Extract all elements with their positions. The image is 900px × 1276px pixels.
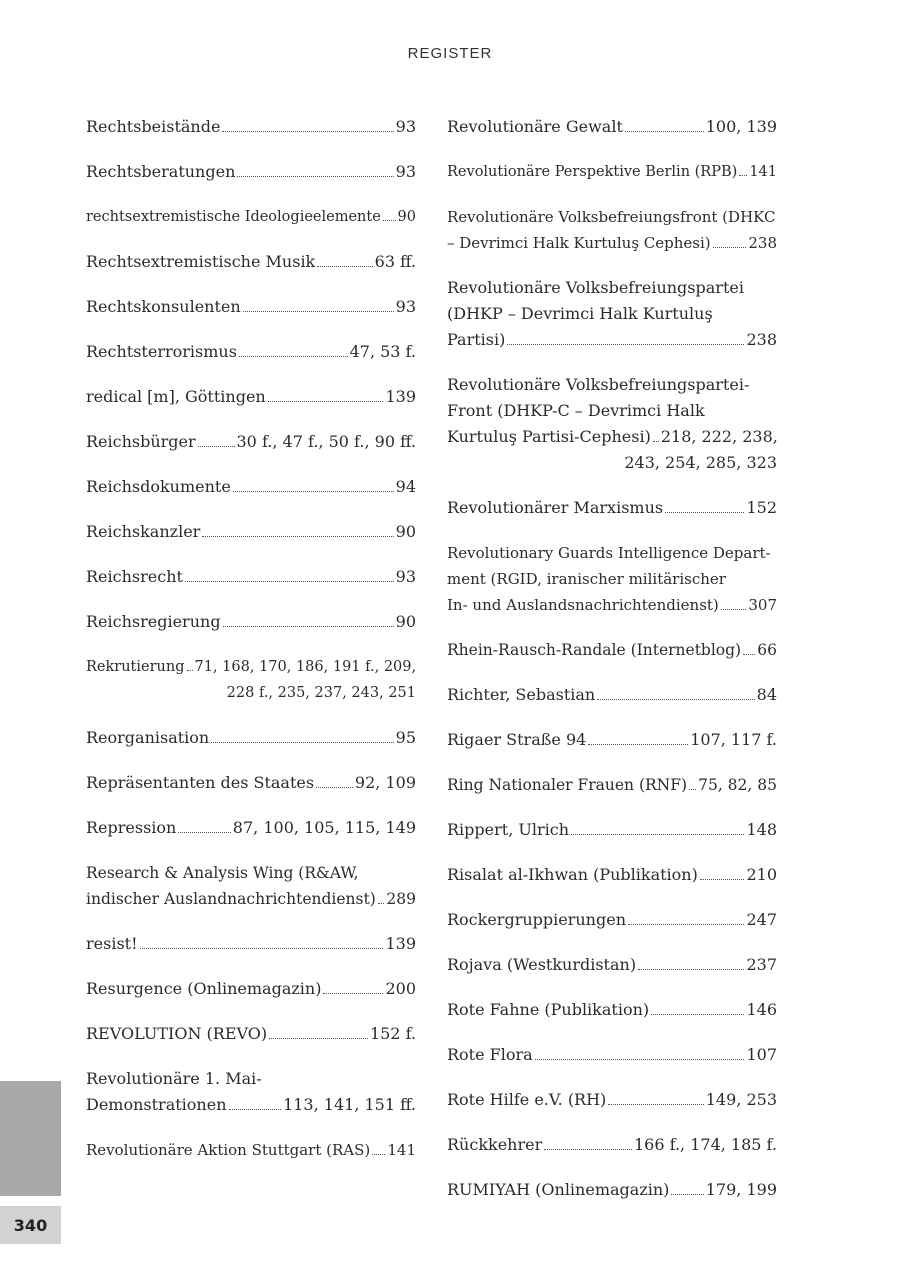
index-entry-text-line: Revolutionäre Volksbefreiungsfront (DHKC: [447, 208, 776, 226]
dot-leader: [202, 536, 393, 537]
index-entry: [86, 770, 416, 796]
index-term: rechtsextremistische Ideologieelemente: [86, 209, 381, 225]
dot-leader: [223, 626, 394, 627]
page-references: 148: [746, 820, 777, 839]
page-references-continued: 243, 254, 285, 323: [624, 453, 777, 472]
index-term: Revolutionäre Perspektive Berlin (RPB): [447, 164, 738, 180]
dot-leader: [383, 220, 396, 221]
index-entry-text-line: Revolutionäre Volksbefreiungspartei-: [447, 375, 750, 394]
page-references: 90: [397, 209, 416, 225]
dot-leader: [535, 1059, 745, 1060]
index-entry: [447, 1177, 777, 1203]
page-references: 166 f., 174, 185 f.: [633, 1135, 777, 1154]
index-entry: [86, 249, 416, 275]
index-entry: [86, 114, 416, 140]
index-entry-line: [86, 1092, 416, 1118]
index-entry-line: [86, 204, 416, 230]
page-references: 47, 53 f.: [349, 342, 416, 361]
index-entry-line: [86, 159, 416, 185]
index-entry: [447, 637, 777, 663]
dot-leader: [237, 176, 393, 177]
index-entry-line: [86, 249, 416, 275]
index-entry: [447, 997, 777, 1023]
index-column-left: [86, 114, 416, 1182]
page-references: 307: [748, 596, 777, 614]
index-entry: [86, 931, 416, 957]
index-entry-line: [86, 294, 416, 320]
index-term: Rockergruppierungen: [447, 910, 626, 929]
index-entry: [447, 682, 777, 708]
dot-leader: [571, 834, 744, 835]
index-term: Revolutionärer Marxismus: [447, 498, 664, 517]
index-entry: [447, 1087, 777, 1113]
index-entry-line: [86, 429, 416, 455]
index-entry-line: [447, 495, 777, 521]
index-entry-line: [86, 609, 416, 635]
page-references: 84: [756, 685, 777, 704]
page-references: 139: [385, 934, 416, 953]
index-entry-line: [447, 862, 777, 888]
dot-leader: [211, 742, 393, 743]
dot-leader: [239, 356, 348, 357]
dot-leader: [721, 609, 747, 610]
page-references: 94: [395, 477, 416, 496]
index-entry: [86, 1137, 416, 1163]
index-entry: [447, 772, 777, 798]
index-term: Rigaer Straße 94: [447, 730, 587, 749]
dot-leader: [671, 1194, 703, 1195]
page-references: 179, 199: [705, 1180, 777, 1199]
index-entry-line: [447, 997, 777, 1023]
index-term: Kurtuluş Partisi-Cephesi): [447, 427, 651, 446]
index-entry-line: [447, 230, 777, 256]
index-entry-line: [86, 519, 416, 545]
index-term: Demonstrationen: [86, 1095, 227, 1114]
index-entry-line: [447, 159, 777, 185]
dot-leader: [316, 787, 353, 788]
index-entry-line: [447, 772, 777, 798]
page-references: 237: [746, 955, 777, 974]
index-entry-line: [447, 682, 777, 708]
index-entry-line: [86, 770, 416, 796]
index-term: Rückkehrer: [447, 1135, 543, 1154]
index-term: Rote Hilfe e.V. (RH): [447, 1090, 607, 1109]
index-term: Ring Nationaler Frauen (RNF): [447, 776, 688, 794]
page-references: 66: [757, 641, 777, 659]
page-references: 152 f.: [369, 1024, 416, 1043]
index-term: Rechtskonsulenten: [86, 297, 241, 316]
index-entry-text-line: Revolutionäre Volksbefreiungspartei: [447, 278, 744, 297]
index-term: Reichsbürger: [86, 432, 196, 451]
index-entry: [86, 564, 416, 590]
dot-leader: [638, 969, 744, 970]
dot-leader: [653, 441, 659, 442]
dot-leader: [229, 1109, 282, 1110]
index-term: Rippert, Ulrich: [447, 820, 569, 839]
dot-leader: [700, 879, 745, 880]
page-references: 93: [395, 162, 416, 181]
index-entry: [447, 862, 777, 888]
index-entry: [447, 372, 777, 476]
index-entry: [86, 204, 416, 230]
dot-leader: [608, 1104, 703, 1105]
dot-leader: [323, 993, 383, 994]
dot-leader: [185, 581, 394, 582]
index-entry-line: [447, 1087, 777, 1113]
dot-leader: [317, 266, 372, 267]
index-term: Repräsentanten des Staates: [86, 773, 315, 792]
index-term: Revolutionäre Gewalt: [447, 117, 623, 136]
index-term: RUMIYAH (Onlinemagazin): [447, 1180, 670, 1199]
page-references: 139: [385, 387, 416, 406]
index-entry-line: [86, 976, 416, 1002]
index-entry: [86, 1066, 416, 1118]
index-entry: [86, 609, 416, 635]
index-term: Reichsrecht: [86, 567, 183, 586]
index-entry-line: [447, 1177, 777, 1203]
page-number-label: 340: [13, 1215, 48, 1235]
index-term: Risalat al-Ikhwan (Publikation): [447, 865, 698, 884]
dot-leader: [597, 699, 754, 700]
index-entry-line: [86, 384, 416, 410]
index-term: Rechtsberatungen: [86, 162, 236, 181]
page-references-continued: 228 f., 235, 237, 243, 251: [226, 685, 416, 701]
index-entry-text-line: Research & Analysis Wing (R&AW,: [86, 864, 359, 882]
dot-leader: [588, 744, 688, 745]
page-references: 238: [746, 330, 777, 349]
index-entry: [447, 540, 777, 618]
page-references: 146: [746, 1000, 777, 1019]
index-entry: [86, 294, 416, 320]
page-references: 149, 253: [705, 1090, 777, 1109]
dot-leader: [187, 670, 193, 671]
dot-leader: [243, 311, 394, 312]
index-entry-line: [447, 907, 777, 933]
index-entry: [447, 275, 777, 353]
index-entry: [447, 817, 777, 843]
index-entry-line: [447, 114, 777, 140]
index-entry: [447, 1132, 777, 1158]
index-entry: [447, 495, 777, 521]
index-term: resist!: [86, 934, 138, 953]
index-entry: [86, 725, 416, 751]
index-entry-text-line: Front (DHKP-C – Devrimci Halk: [447, 401, 705, 420]
index-term: In- und Auslandsnachrichtendienst): [447, 596, 719, 614]
dot-leader: [372, 1154, 385, 1155]
dot-leader: [739, 175, 747, 176]
page-references: 93: [395, 297, 416, 316]
dot-leader: [140, 948, 384, 949]
index-term: Reichsregierung: [86, 612, 221, 631]
page-references: 289: [386, 890, 416, 908]
page-references: 152: [746, 498, 777, 517]
page-references: 113, 141, 151 ff.: [283, 1095, 416, 1114]
dot-leader: [651, 1014, 744, 1015]
chapter-thumb-tab: [0, 1081, 61, 1196]
index-entry: [447, 952, 777, 978]
index-entry-line: [447, 1132, 777, 1158]
index-term: – Devrimci Halk Kurtuluş Cephesi): [447, 234, 711, 252]
dot-leader: [178, 832, 230, 833]
page-references: 71, 168, 170, 186, 191 f., 209,: [194, 659, 417, 675]
page-references: 247: [746, 910, 777, 929]
dot-leader: [544, 1149, 632, 1150]
index-entry-line: [86, 339, 416, 365]
index-column-right: [447, 114, 777, 1222]
index-term: Rechtsextremistische Musik: [86, 252, 316, 271]
index-entry: [447, 1042, 777, 1068]
index-entry-line: [86, 474, 416, 500]
dot-leader: [665, 512, 744, 513]
index-entry-line: [86, 1137, 416, 1163]
page-references: 141: [387, 1141, 416, 1159]
index-term: Rojava (Westkurdistan): [447, 955, 637, 974]
index-term: Reichsdokumente: [86, 477, 231, 496]
index-entry: [447, 907, 777, 933]
page-references: 75, 82, 85: [698, 776, 777, 794]
index-term: Reorganisation: [86, 728, 210, 747]
index-entry-text-line: Revolutionary Guards Intelligence Depart-: [447, 544, 771, 562]
page-references: 92, 109: [354, 773, 416, 792]
index-entry: [86, 429, 416, 455]
page-references: 238: [748, 234, 777, 252]
dot-leader: [268, 401, 384, 402]
index-entry: [447, 114, 777, 140]
index-entry-line: [447, 952, 777, 978]
index-entry: [86, 654, 416, 706]
index-entry-line: [447, 637, 777, 663]
index-entry: [86, 339, 416, 365]
dot-leader: [269, 1038, 368, 1039]
index-entry: [86, 976, 416, 1002]
index-entry-line: [447, 727, 777, 753]
page-references: 107, 117 f.: [690, 730, 777, 749]
page-references: 100, 139: [705, 117, 777, 136]
index-entry: [86, 860, 416, 912]
dot-leader: [628, 924, 744, 925]
index-entry-line: [447, 1042, 777, 1068]
index-term: Revolutionäre Aktion Stuttgart (RAS): [86, 1141, 371, 1159]
page-references: 90: [395, 522, 416, 541]
dot-leader: [222, 131, 393, 132]
page-references: 210: [746, 865, 777, 884]
index-entry-line: [447, 592, 777, 618]
running-header: REGISTER: [407, 45, 493, 62]
page-number: [0, 1206, 61, 1244]
page-references: 87, 100, 105, 115, 149: [232, 818, 416, 837]
index-term: redical [m], Göttingen: [86, 387, 266, 406]
index-term: Rechtsbeistände: [86, 117, 221, 136]
index-entry-text-line: ment (RGID, iranischer militärischer: [447, 570, 726, 588]
page-references: 90: [395, 612, 416, 631]
page-references: 141: [749, 164, 777, 180]
page-references: 63 ff.: [374, 252, 416, 271]
dot-leader: [233, 491, 394, 492]
index-term: Rekrutierung: [86, 659, 185, 675]
index-term: REVOLUTION (REVO): [86, 1024, 268, 1043]
index-entry-line: [86, 886, 416, 912]
page-references: 95: [395, 728, 416, 747]
index-term: Rote Flora: [447, 1045, 533, 1064]
index-entry: [86, 519, 416, 545]
dot-leader: [689, 789, 696, 790]
index-entry: [86, 474, 416, 500]
index-entry-line: [447, 327, 777, 353]
index-term: Partisi): [447, 330, 506, 349]
dot-leader: [198, 446, 235, 447]
index-entry-line: [86, 114, 416, 140]
index-entry: [447, 204, 777, 256]
dot-leader: [713, 247, 747, 248]
dot-leader: [743, 654, 755, 655]
index-entry-text-line: Revolutionäre 1. Mai-: [86, 1069, 262, 1088]
index-entry-line: [86, 815, 416, 841]
dot-leader: [378, 903, 385, 904]
index-entry: [86, 159, 416, 185]
index-entry-line: [86, 931, 416, 957]
index-term: Repression: [86, 818, 177, 837]
page-references: 218, 222, 238,: [660, 427, 778, 446]
index-term: Rhein-Rausch-Randale (Internetblog): [447, 641, 742, 659]
index-entry: [86, 815, 416, 841]
index-entry: [86, 1021, 416, 1047]
index-term: Rechtsterrorismus: [86, 342, 237, 361]
index-entry-text-line: (DHKP – Devrimci Halk Kurtuluş: [447, 304, 713, 323]
page-references: 30 f., 47 f., 50 f., 90 ff.: [236, 432, 416, 451]
index-entry: [86, 384, 416, 410]
index-term: Reichskanzler: [86, 522, 201, 541]
page-references: 93: [395, 567, 416, 586]
index-term: Richter, Sebastian: [447, 685, 596, 704]
index-entry-line: [86, 564, 416, 590]
dot-leader: [625, 131, 704, 132]
dot-leader: [507, 344, 744, 345]
index-term: Rote Fahne (Publikation): [447, 1000, 650, 1019]
page-references: 107: [746, 1045, 777, 1064]
page-references: 93: [395, 117, 416, 136]
index-entry: [447, 727, 777, 753]
index-entry-line: [86, 725, 416, 751]
index-entry-line: [86, 1021, 416, 1047]
index-entry-line: [447, 424, 777, 450]
index-entry: [447, 159, 777, 185]
page-references: 200: [385, 979, 416, 998]
index-term: indischer Auslandnachrichtendienst): [86, 890, 376, 908]
index-term: Resurgence (Onlinemagazin): [86, 979, 322, 998]
index-entry-line: [86, 654, 416, 680]
index-entry-line: [447, 817, 777, 843]
